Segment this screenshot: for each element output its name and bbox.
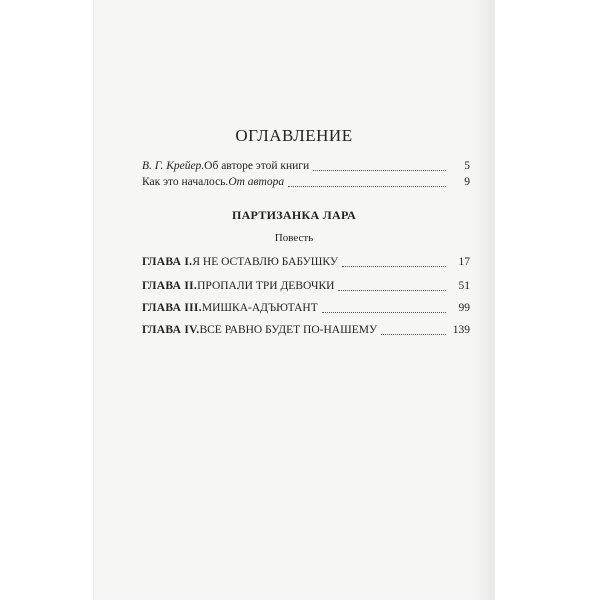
entry-page-number: 5 xyxy=(464,160,470,172)
chapter-title: ВСЕ РАВНО БУДЕТ ПО-НАШЕМУ xyxy=(199,324,378,336)
chapter-page-number: 139 xyxy=(452,324,470,336)
chapter-page-number: 51 xyxy=(458,280,470,292)
entry-author: От автора xyxy=(228,176,285,188)
chapter-title: Я НЕ ОСТАВЛЮ БАБУШКУ xyxy=(192,256,338,268)
entry-page-number: 9 xyxy=(464,176,470,188)
toc-entry-how-it-began[interactable] xyxy=(142,176,470,188)
dot-leader xyxy=(381,334,446,335)
toc-chapter-4[interactable] xyxy=(142,324,470,336)
entry-author: В. Г. Крейер. xyxy=(142,160,205,172)
dot-leader xyxy=(288,186,446,187)
dot-leader xyxy=(338,290,446,291)
toc-chapter-1[interactable] xyxy=(142,256,470,268)
entry-title: Об авторе этой книги xyxy=(204,160,310,172)
section-title: ПАРТИЗАНКА ЛАРА xyxy=(231,208,357,222)
chapter-title: ПРОПАЛИ ТРИ ДЕВОЧКИ xyxy=(197,280,335,292)
chapter-label: ГЛАВА IV. xyxy=(142,324,200,336)
chapter-label: ГЛАВА II. xyxy=(142,280,198,292)
page-edge-shade xyxy=(472,0,494,600)
toc-title: ОГЛАВЛЕНИЕ xyxy=(235,126,353,145)
chapter-page-number: 17 xyxy=(458,256,470,268)
toc-chapter-3[interactable] xyxy=(142,302,470,314)
chapter-label: ГЛАВА I. xyxy=(142,256,193,268)
book-page xyxy=(94,0,494,600)
toc-entry-about-author[interactable] xyxy=(142,160,470,172)
toc-chapter-2[interactable] xyxy=(142,280,470,292)
entry-title: Как это началось. xyxy=(142,176,229,188)
dot-leader xyxy=(322,312,446,313)
chapter-title: МИШКА-АДЪЮТАНТ xyxy=(201,302,318,314)
chapter-page-number: 99 xyxy=(458,302,470,314)
dot-leader xyxy=(313,170,446,171)
section-subtitle: Повесть xyxy=(274,232,314,244)
dot-leader xyxy=(342,266,446,267)
chapter-label: ГЛАВА III. xyxy=(142,302,202,314)
